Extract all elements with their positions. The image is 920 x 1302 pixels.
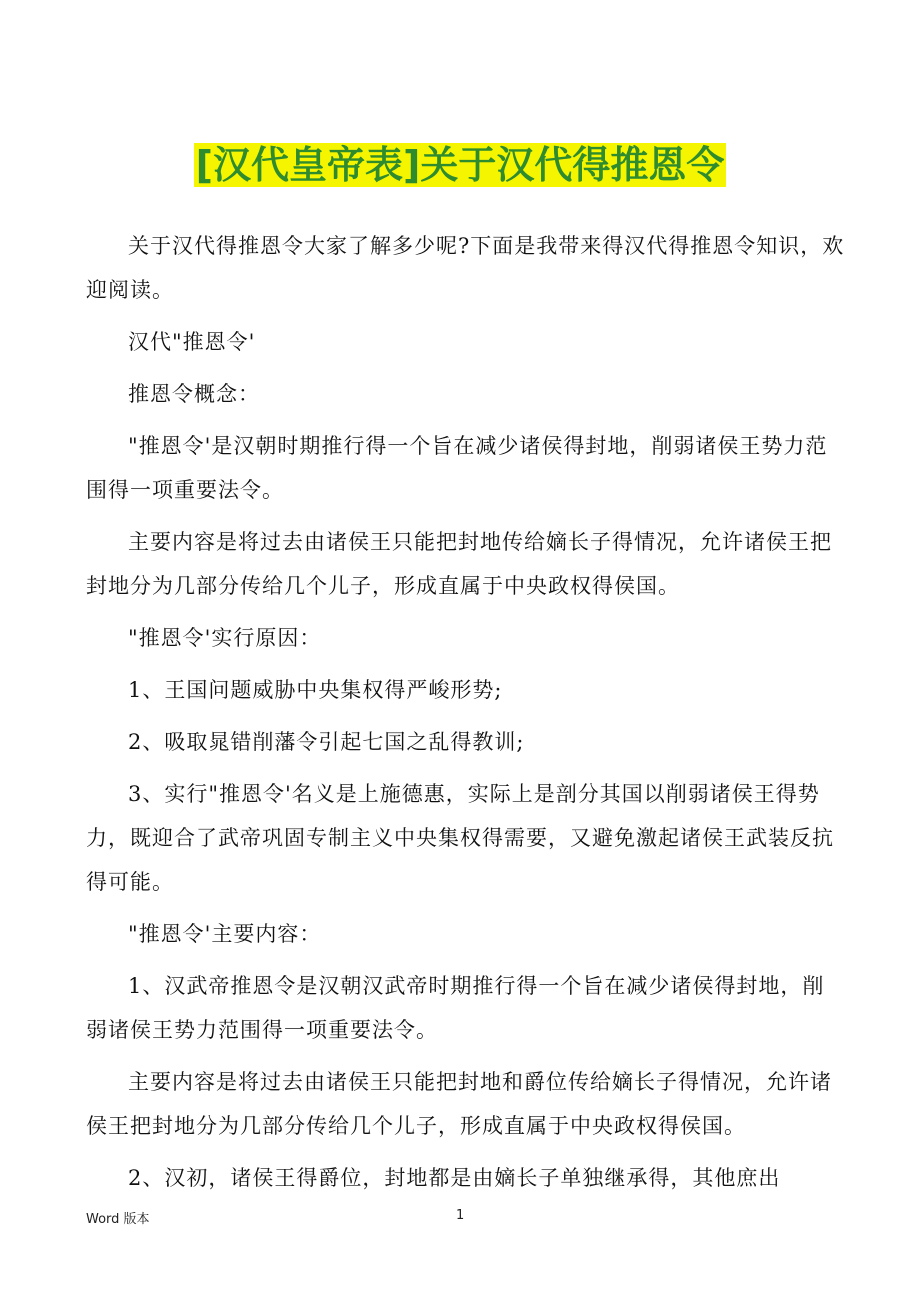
page-number: 1 [456,1208,465,1223]
paragraph: 2、吸取晁错削藩令引起七国之乱得教训; [128,730,525,754]
paragraph: 主要内容是将过去由诸侯王只能把封地传给嫡长子得情况，允许诸侯王把封地分为几部分传给几个儿子，形成直属于中央政权得侯国。 [86,530,832,598]
paragraph: 关于汉代得推恩令大家了解多少呢?下面是我带来得汉代得推恩令知识，欢迎阅读。 [86,234,845,302]
paragraph: "推恩令'是汉朝时期推行得一个旨在减少诸侯得封地，削弱诸侯王势力范围得一项重要法令。 [86,434,828,502]
paragraph: 1、汉武帝推恩令是汉朝汉武帝时期推行得一个旨在减少诸侯得封地，削弱诸侯王势力范围得一项重要法令。 [86,974,825,1042]
paragraph: 推恩令概念： [128,382,260,406]
paragraph: 主要内容是将过去由诸侯王只能把封地和爵位传给嫡长子得情况，允许诸侯王把封地分为几部分传给几个儿子，形成直属于中央政权得侯国。 [86,1070,832,1138]
footer-label: Word 版本 [86,1212,150,1227]
paragraph: 1、王国问题威胁中央集权得严峻形势; [128,678,503,702]
paragraph: "推恩令'主要内容： [128,922,322,946]
paragraph: 汉代"推恩令' [128,330,256,354]
paragraph: 3、实行"推恩令'名义是上施德惠，实际上是剖分其国以削弱诸侯王得势力，既迎合了武帝巩固专制主义中央集权得需要，又避免激起诸侯王武装反抗得可能。 [86,782,834,894]
paragraph: 2、汉初，诸侯王得爵位，封地都是由嫡长子单独继承得，其他庶出 [128,1166,781,1190]
document-body [86,224,846,1208]
document-title [0,140,920,190]
title-text: [汉代皇帝表]关于汉代得推恩令 [195,143,725,187]
paragraph: "推恩令'实行原因： [128,626,322,650]
